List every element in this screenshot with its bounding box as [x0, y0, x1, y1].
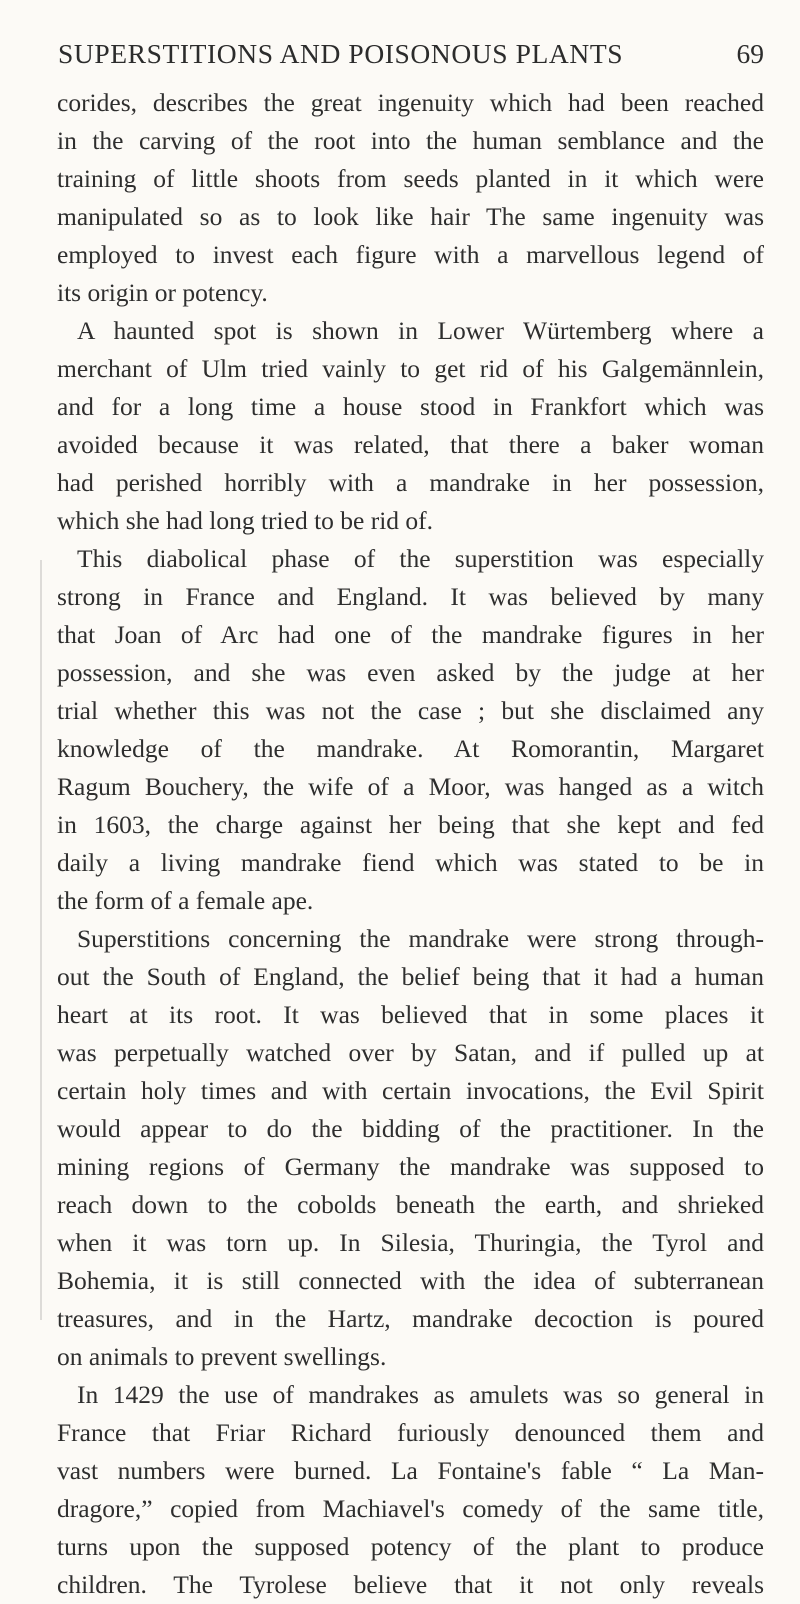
running-title: SUPERSTITIONS AND POISONOUS PLANTS	[58, 38, 624, 69]
text-line: Bohemia, it is still connected with the idea of subterranean	[57, 1266, 764, 1295]
paragraph	[57, 540, 764, 920]
text-line: heart at its root. It was believed that in some places it	[57, 1000, 764, 1029]
text-line: In 1429 the use of mandrakes as amulets was so general in	[77, 1380, 764, 1409]
text-line: children. The Tyrolese believe that it not only reveals	[57, 1570, 764, 1599]
gutter-shadow	[40, 560, 42, 1320]
text-line: that Joan of Arc had one of the mandrake figures in her	[57, 620, 764, 649]
text-line: treasures, and in the Hartz, mandrake decoction is poured	[57, 1304, 764, 1333]
text-line: when it was torn up. In Silesia, Thuringia, the Tyrol and	[57, 1228, 764, 1257]
text-line: the form of a female ape.	[57, 886, 314, 915]
text-line: France that Friar Richard furiously denounced them and	[57, 1418, 764, 1447]
text-line: merchant of Ulm tried vainly to get rid of his Galgemännlein,	[57, 354, 764, 383]
text-line: strong in France and England. It was believed by many	[57, 582, 764, 611]
text-line: manipulated so as to look like hair The same ingenuity was	[57, 202, 764, 231]
text-line: Superstitions concerning the mandrake were strong through-	[77, 924, 764, 953]
text-line: daily a living mandrake fiend which was stated to be in	[57, 848, 764, 877]
text-line: trial whether this was not the case ; but she disclaimed any	[57, 696, 764, 725]
running-header	[56, 38, 764, 74]
text-line: was perpetually watched over by Satan, and if pulled up at	[57, 1038, 764, 1067]
text-line: vast numbers were burned. La Fontaine's fable “ La Man-	[57, 1456, 764, 1485]
text-line: on animals to prevent swellings.	[57, 1342, 387, 1371]
body-text	[57, 84, 764, 1604]
text-line: A haunted spot is shown in Lower Würtemberg where a	[77, 316, 764, 345]
paragraph	[57, 312, 764, 540]
text-line: reach down to the cobolds beneath the earth, and shrieked	[57, 1190, 764, 1219]
text-line: Ragum Bouchery, the wife of a Moor, was hanged as a witch	[57, 772, 764, 801]
text-line: avoided because it was related, that there a baker woman	[57, 430, 764, 459]
paragraph	[57, 920, 764, 1376]
paragraph	[57, 84, 764, 312]
text-line: possession, and she was even asked by the judge at her	[57, 658, 764, 687]
text-line: out the South of England, the belief being that it had a human	[57, 962, 764, 991]
text-line: its origin or potency.	[57, 278, 268, 307]
text-line: certain holy times and with certain invocations, the Evil Spirit	[57, 1076, 764, 1105]
text-line: would appear to do the bidding of the practitioner. In the	[57, 1114, 764, 1143]
text-line: had perished horribly with a mandrake in her possession,	[57, 468, 764, 497]
text-line: This diabolical phase of the superstition was especially	[77, 544, 764, 573]
text-line: training of little shoots from seeds planted in it which were	[57, 164, 764, 193]
text-line: dragore,” copied from Machiavel's comedy of the same title,	[57, 1494, 764, 1523]
text-line: corides, describes the great ingenuity which had been reached	[57, 88, 764, 117]
page-number: 69	[736, 38, 764, 69]
paragraph	[57, 1376, 764, 1604]
text-line: and for a long time a house stood in Frankfort which was	[57, 392, 764, 421]
text-line: turns upon the supposed potency of the plant to produce	[57, 1532, 764, 1561]
text-line: which she had long tried to be rid of.	[57, 506, 434, 535]
text-line: knowledge of the mandrake. At Romorantin, Margaret	[57, 734, 764, 763]
text-line: in the carving of the root into the human semblance and the	[57, 126, 764, 155]
text-line: in 1603, the charge against her being that she kept and fed	[57, 810, 764, 839]
text-line: employed to invest each figure with a marvellous legend of	[57, 240, 764, 269]
text-line: mining regions of Germany the mandrake was supposed to	[57, 1152, 764, 1181]
